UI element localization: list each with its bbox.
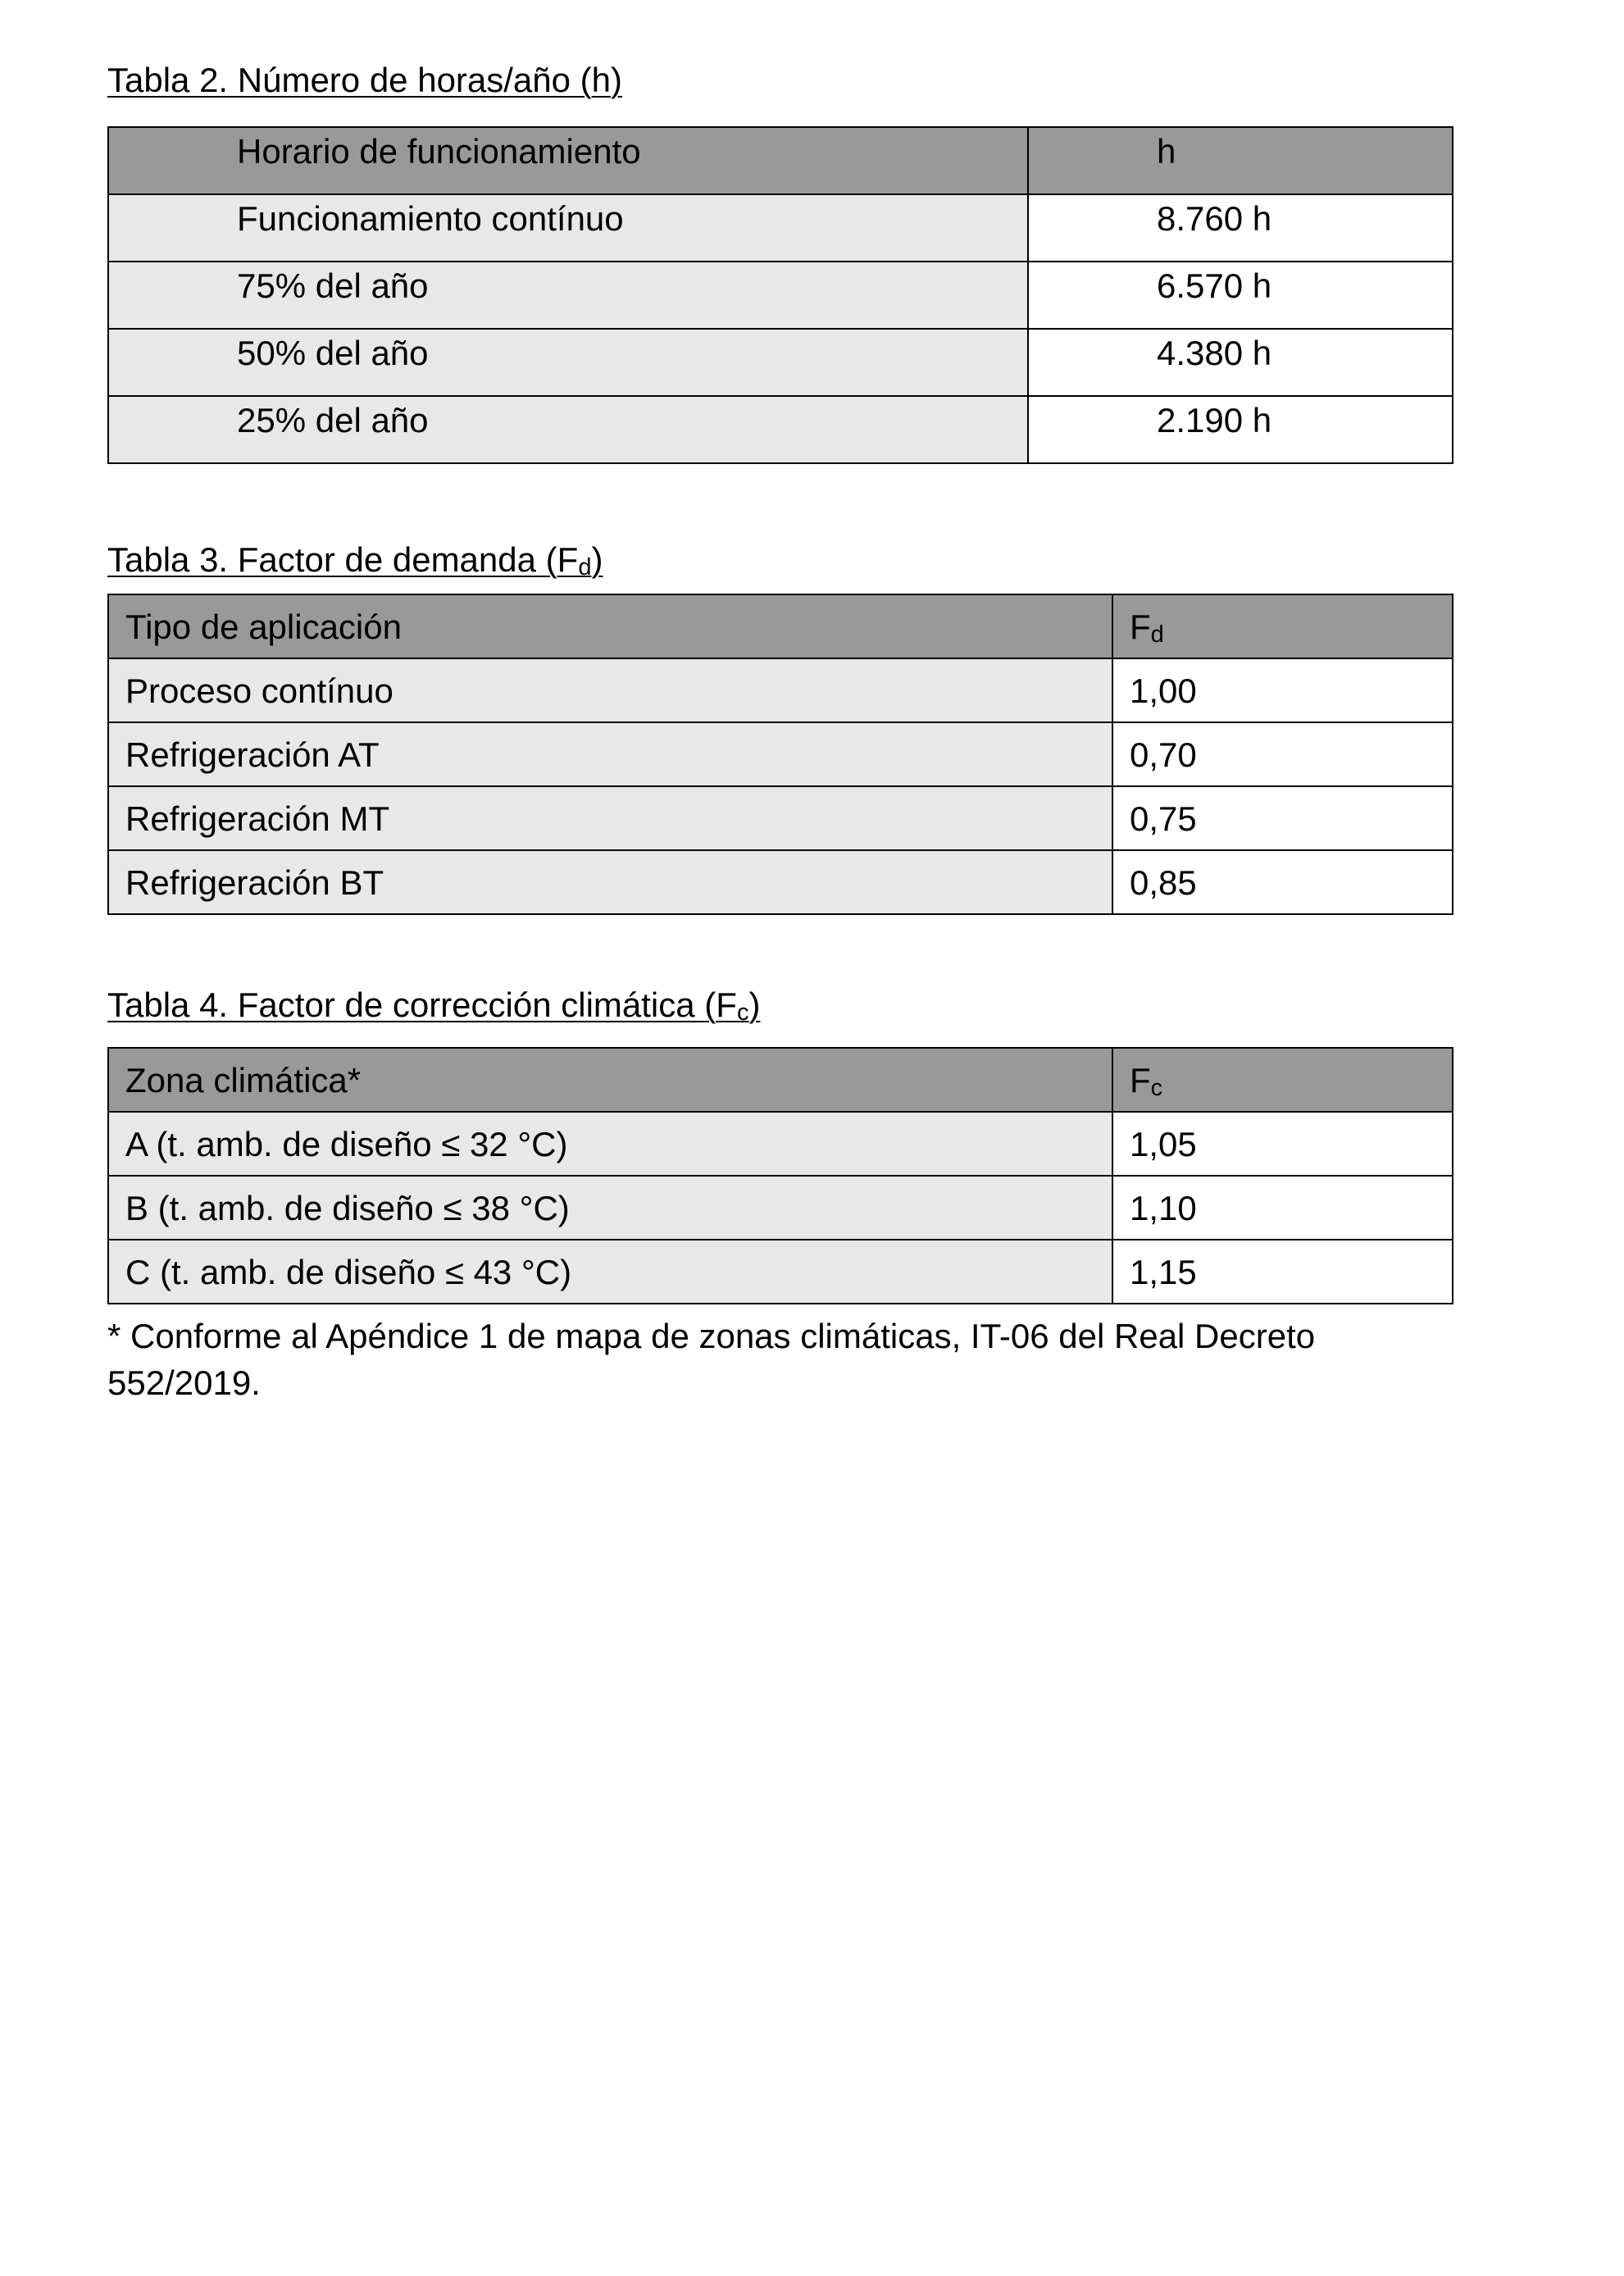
tabla-4-caption: Tabla 4. Factor de corrección climática $(F_c)$: [107, 986, 761, 1026]
table-row: [108, 194, 1453, 262]
row-label: A (t. amb. de diseño ≤ 32 °C): [108, 1112, 1112, 1176]
table-row: [108, 262, 1453, 329]
tabla-3: [107, 594, 1453, 915]
row-value: 8.760 h: [1028, 194, 1453, 262]
row-label: Funcionamiento contínuo: [108, 194, 1028, 262]
table-row: [108, 1112, 1453, 1176]
header-h: h: [1028, 127, 1453, 194]
table-row: [108, 722, 1453, 786]
header-fc: $F_c$: [1112, 1048, 1453, 1112]
row-value: 1,15: [1112, 1240, 1453, 1304]
row-label: Refrigeración MT: [108, 786, 1112, 850]
row-label: Refrigeración AT: [108, 722, 1112, 786]
row-value: 0,85: [1112, 850, 1453, 914]
row-value: 0,70: [1112, 722, 1453, 786]
tabla-2-caption: Tabla 2. Número de horas/año (h): [107, 61, 623, 99]
table-row: [108, 396, 1453, 463]
row-label: Refrigeración BT: [108, 850, 1112, 914]
tabla-3-caption: Tabla 3. Factor de demanda $(F_d)$: [107, 540, 603, 580]
row-label: 50% del año: [108, 329, 1028, 396]
table-row: [108, 329, 1453, 396]
row-label: 25% del año: [108, 396, 1028, 463]
table-row: [108, 1176, 1453, 1240]
table-header-row: [108, 594, 1453, 658]
header-horario: Horario de funcionamiento: [108, 127, 1028, 194]
row-value: 2.190 h: [1028, 396, 1453, 463]
table-row: [108, 850, 1453, 914]
tabla-4: [107, 1047, 1453, 1304]
row-label: B (t. amb. de diseño ≤ 38 °C): [108, 1176, 1112, 1240]
table-row: [108, 1240, 1453, 1304]
header-fd: $F_d$: [1112, 594, 1453, 658]
table-header-row: [108, 1048, 1453, 1112]
table-row: [108, 658, 1453, 722]
row-label: 75% del año: [108, 262, 1028, 329]
header-zona-climatica: Zona climática*: [108, 1048, 1112, 1112]
table-header-row: [108, 127, 1453, 194]
table-row: [108, 786, 1453, 850]
row-value: 0,75: [1112, 786, 1453, 850]
row-value: 1,10: [1112, 1176, 1453, 1240]
header-tipo-aplicacion: Tipo de aplicación: [108, 594, 1112, 658]
row-label: Proceso contínuo: [108, 658, 1112, 722]
row-value: 6.570 h: [1028, 262, 1453, 329]
footnote: * Conforme al Apéndice 1 de mapa de zonas climáticas, IT-06 del Real Decreto 552/2019.: [107, 1317, 1316, 1402]
row-value: 4.380 h: [1028, 329, 1453, 396]
row-label: C (t. amb. de diseño ≤ 43 °C): [108, 1240, 1112, 1304]
row-value: 1,00: [1112, 658, 1453, 722]
tabla-2: [107, 126, 1453, 464]
row-value: 1,05: [1112, 1112, 1453, 1176]
